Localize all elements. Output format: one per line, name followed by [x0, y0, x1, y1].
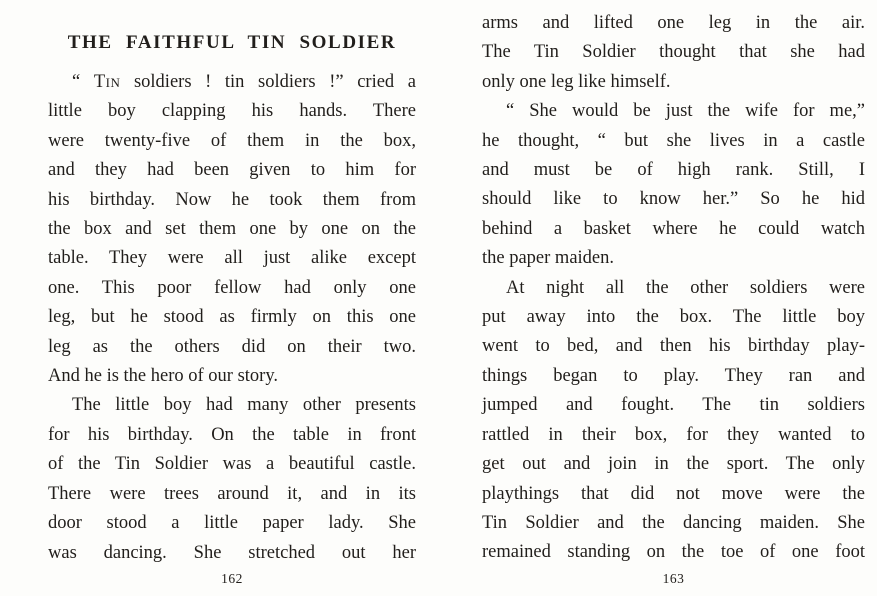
right-page-text	[482, 9, 865, 568]
text-line: for his birthday. On the table in front	[48, 424, 416, 445]
text-line: was dancing. She stretched out her	[48, 542, 416, 563]
text-line: leg, but he stood as firmly on this one	[48, 307, 416, 328]
text-line: behind a basket where he could watch	[482, 218, 865, 239]
text-line: went to bed, and then his birthday play-	[482, 336, 865, 357]
text-line: little boy clapping his hands. There	[48, 101, 416, 122]
text-line: remained standing on the toe of one foot	[482, 542, 865, 563]
text-line: At night all the other soldiers were	[506, 277, 865, 298]
text-line: and must be of high rank. Still, I	[482, 160, 865, 181]
right-page	[482, 0, 865, 596]
text-line: put away into the box. The little boy	[482, 307, 865, 328]
text-line: jumped and fought. The tin soldiers	[482, 395, 865, 416]
text-line: one. This poor fellow had only one	[48, 277, 416, 298]
left-page-number: 162	[221, 571, 243, 586]
text-line: and they had been given to him for	[48, 160, 416, 181]
text-line: The little boy had many other presents	[72, 395, 416, 416]
right-page-number: 163	[662, 571, 685, 586]
small-caps-word: Tin	[93, 72, 121, 92]
text-line: Tin Soldier and the dancing maiden. She	[482, 512, 865, 533]
text-line: The Tin Soldier thought that she had	[482, 42, 865, 63]
text-line: door stood a little paper lady. She	[48, 513, 416, 534]
text-line: There were trees around it, and in its	[48, 483, 416, 504]
text-line: playthings that did not move were the	[482, 483, 865, 504]
text-line: rattled in their box, for they wanted to	[482, 424, 865, 445]
text-line: the box and set them one by one on the	[48, 219, 416, 240]
text-line: of the Tin Soldier was a beautiful castle.	[48, 454, 416, 475]
chapter-title: THE FAITHFUL TIN SOLDIER	[67, 32, 397, 53]
left-page-text	[48, 68, 416, 568]
text-line: the paper maiden.	[482, 248, 615, 269]
text-line: And he is the hero of our story.	[48, 366, 279, 387]
text-line: only one leg like himself.	[482, 71, 671, 92]
text-line: should like to know her.” So he hid	[482, 189, 865, 210]
text-line: things began to play. They ran and	[482, 365, 865, 386]
text-line: arms and lifted one leg in the air.	[482, 13, 865, 33]
left-page	[48, 0, 416, 596]
text-line: his birthday. Now he took them from	[48, 189, 416, 210]
text-line: “ She would be just the wife for me,”	[506, 101, 865, 122]
text-line: get out and join in the sport. The only	[482, 454, 865, 475]
text-line: were twenty-five of them in the box,	[48, 130, 416, 151]
text-line: leg as the others did on their two.	[48, 336, 416, 357]
text-line: he thought, “ but she lives in a castle	[482, 130, 865, 151]
text-line: “ Tin soldiers ! tin soldiers !” cried a	[72, 72, 416, 92]
text-line: table. They were all just alike except	[48, 248, 416, 269]
